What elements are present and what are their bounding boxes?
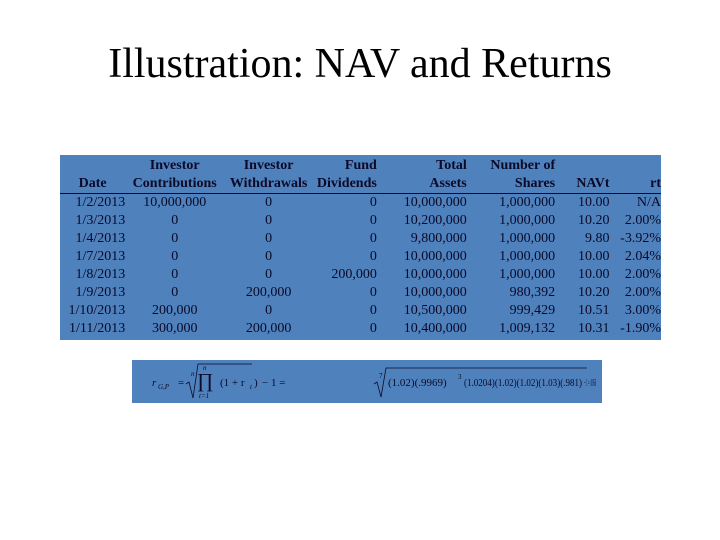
- cell-date: 1/7/2013: [75, 249, 126, 264]
- header-navt-line1: [557, 157, 613, 175]
- cell-assets: 10,000,000: [403, 195, 467, 210]
- cell-withdrawals: 0: [265, 267, 273, 282]
- formula-minus-one: − 1 =: [262, 377, 286, 389]
- cell-date: 1/8/2013: [75, 267, 126, 282]
- cell-shares: 1,000,000: [499, 213, 556, 228]
- cell-withdrawals: 0: [265, 213, 273, 228]
- cell-contributions: 10,000,000: [143, 195, 207, 210]
- cell-navt: 9.80: [585, 231, 610, 246]
- cell-withdrawals: 0: [265, 303, 273, 318]
- formula-lhs: r: [152, 377, 157, 389]
- formula-product-term-sub: t: [250, 383, 252, 391]
- cell-navt: 10.20: [578, 285, 610, 300]
- formula-expansion-exp: 3: [458, 373, 462, 381]
- cell-shares: 980,392: [509, 285, 556, 300]
- cell-dividends: 200,000: [331, 267, 377, 282]
- cell-navt: 10.00: [578, 249, 610, 264]
- cell-dividends: 0: [369, 231, 377, 246]
- cell-navt: 10.00: [578, 195, 610, 210]
- header-rt: rt: [614, 175, 661, 194]
- formula-product-bottom: t=1: [199, 392, 210, 400]
- header-shares-line1: Number of: [490, 158, 556, 173]
- cell-withdrawals: 0: [265, 195, 273, 210]
- cell-rt: N/A: [636, 195, 661, 210]
- cell-dividends: 0: [369, 195, 377, 210]
- header-rt-line1: [614, 157, 661, 175]
- formula-result: − 1 = .0056: [584, 377, 596, 389]
- cell-shares: 1,009,132: [499, 321, 556, 336]
- cell-assets: 10,000,000: [403, 285, 467, 300]
- nav-table: [60, 157, 661, 338]
- header-assets: Assets: [379, 175, 471, 194]
- cell-dividends: 0: [369, 285, 377, 300]
- cell-date: 1/10/2013: [68, 303, 126, 318]
- header-dividends-line1: Fund: [344, 158, 377, 173]
- cell-rt: 3.00%: [624, 303, 661, 318]
- table-row: [60, 230, 661, 248]
- cell-withdrawals: 0: [265, 231, 273, 246]
- table-row: [60, 212, 661, 230]
- cell-shares: 999,429: [509, 303, 556, 318]
- cell-withdrawals: 200,000: [245, 285, 292, 300]
- cell-shares: 1,000,000: [499, 195, 556, 210]
- header-row-2: [60, 175, 661, 194]
- header-shares: Shares: [471, 175, 557, 194]
- formula-product-close: ): [254, 377, 258, 389]
- cell-assets: 10,000,000: [403, 267, 467, 282]
- table-row: [60, 284, 661, 302]
- slide-title: Illustration: NAV and Returns: [108, 41, 612, 87]
- cell-date: 1/11/2013: [69, 321, 126, 336]
- header-assets-line1: Total: [436, 158, 467, 173]
- formula-root-index: n: [191, 370, 195, 378]
- cell-dividends: 0: [369, 303, 377, 318]
- formula-expansion-rest: (1.0204)(1.02)(1.02)(1.03)(.981): [464, 377, 582, 389]
- formula-product-term: (1 + r: [220, 377, 245, 389]
- cell-shares: 1,000,000: [499, 249, 556, 264]
- cell-navt: 10.20: [578, 213, 610, 228]
- cell-assets: 9,800,000: [410, 231, 467, 246]
- cell-withdrawals: 0: [265, 249, 273, 264]
- cell-rt: 2.04%: [624, 249, 661, 264]
- formula-lhs-sub: G,P: [158, 383, 170, 391]
- cell-navt: 10.51: [578, 303, 610, 318]
- product-symbol-icon: ∏: [197, 370, 214, 392]
- table-row: [60, 320, 661, 338]
- header-date: Date: [60, 175, 125, 194]
- cell-date: 1/4/2013: [75, 231, 126, 246]
- header-contributions: Contributions: [125, 175, 224, 194]
- table-row: [60, 194, 661, 213]
- cell-shares: 1,000,000: [499, 231, 556, 246]
- header-withdrawals-line1: Investor: [243, 158, 294, 173]
- cell-contributions: 0: [171, 267, 179, 282]
- cell-contributions: 200,000: [151, 303, 198, 318]
- header-row-1: [60, 157, 661, 175]
- formula-product-top: n: [203, 364, 207, 372]
- cell-dividends: 0: [369, 249, 377, 264]
- cell-rt: 2.00%: [624, 213, 661, 228]
- formula-equals: =: [178, 377, 185, 389]
- cell-navt: 10.00: [578, 267, 610, 282]
- cell-assets: 10,400,000: [403, 321, 467, 336]
- cell-shares: 1,000,000: [499, 267, 556, 282]
- formula-expansion: (1.02)(.9969): [388, 377, 447, 389]
- cell-contributions: 300,000: [151, 321, 198, 336]
- cell-rt: 2.00%: [624, 285, 661, 300]
- header-contributions-line1: Investor: [149, 158, 200, 173]
- cell-date: 1/2/2013: [75, 195, 126, 210]
- header-navt: NAVt: [557, 175, 613, 194]
- header-dividends: Dividends: [313, 175, 379, 194]
- cell-navt: 10.31: [578, 321, 610, 336]
- table-row: [60, 248, 661, 266]
- cell-contributions: 0: [171, 285, 179, 300]
- cell-contributions: 0: [171, 231, 179, 246]
- cell-rt: 2.00%: [624, 267, 661, 282]
- formula-text: [146, 364, 596, 400]
- cell-assets: 10,200,000: [403, 213, 467, 228]
- cell-date: 1/9/2013: [75, 285, 126, 300]
- header-withdrawals: Withdrawals: [224, 175, 313, 194]
- cell-assets: 10,000,000: [403, 249, 467, 264]
- header-date-line1: [60, 157, 125, 175]
- cell-rt: -1.90%: [620, 321, 661, 336]
- cell-rt: -3.92%: [620, 231, 661, 246]
- table-row: [60, 266, 661, 284]
- cell-contributions: 0: [171, 249, 179, 264]
- cell-dividends: 0: [369, 213, 377, 228]
- cell-contributions: 0: [171, 213, 179, 228]
- formula-root-index-2: 7: [379, 372, 383, 380]
- table-row: [60, 302, 661, 320]
- cell-date: 1/3/2013: [75, 213, 126, 228]
- cell-dividends: 0: [369, 321, 377, 336]
- cell-assets: 10,500,000: [403, 303, 467, 318]
- cell-withdrawals: 200,000: [245, 321, 292, 336]
- nav-returns-table: [60, 155, 661, 340]
- geometric-return-formula: [132, 360, 602, 403]
